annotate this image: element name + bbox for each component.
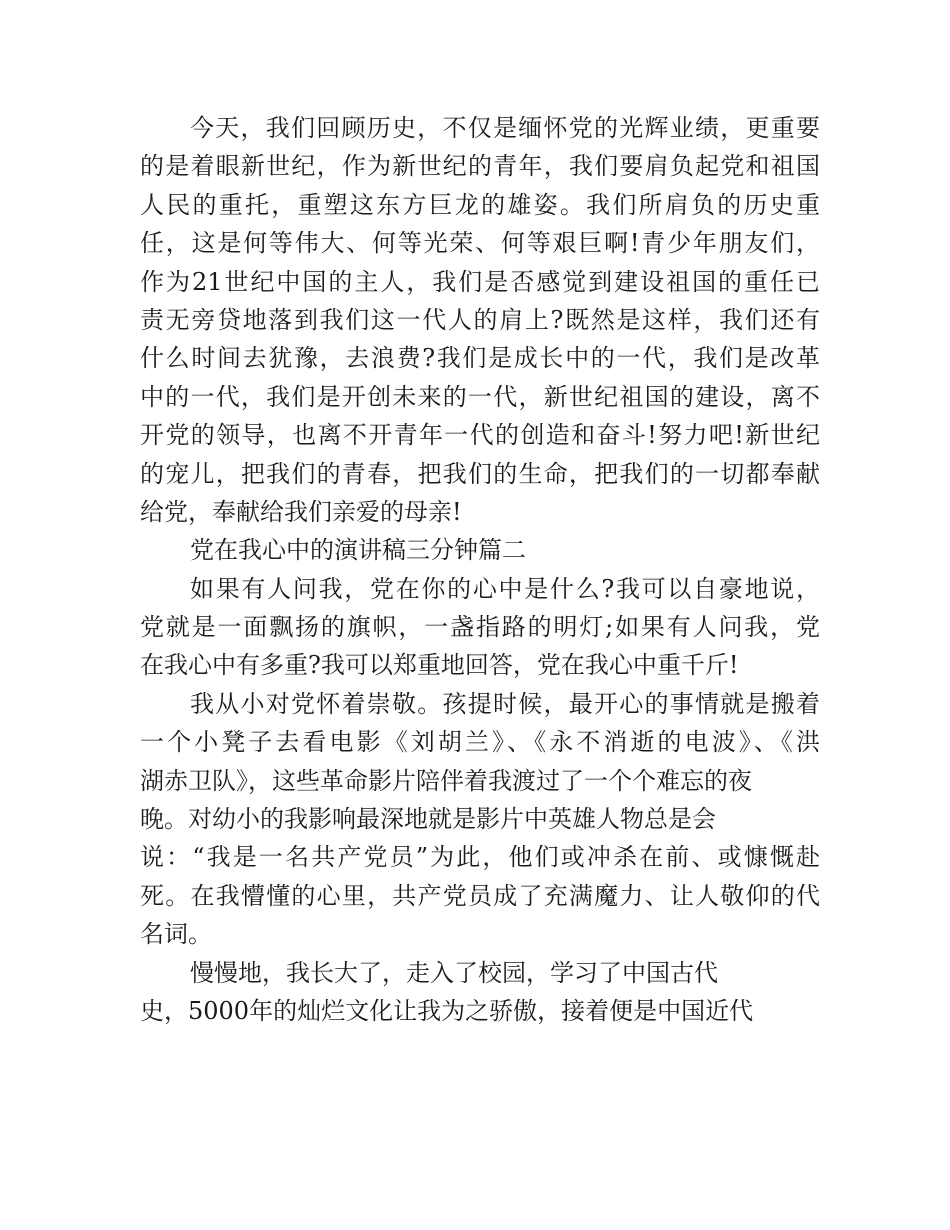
text-line: 我从小对党怀着崇敬。孩提时候，最开心的事情就是搬着 xyxy=(190,689,820,718)
text-line: 的宠儿，把我们的青春，把我们的生命，把我们的一切都奉献 xyxy=(140,459,820,488)
text-line: 如果有人问我，党在你的心中是什么?我可以自豪地说， xyxy=(190,574,820,603)
text-line: 中的一代，我们是开创未来的一代，新世纪祖国的建设，离不 xyxy=(140,382,820,411)
text-line: 在我心中有多重?我可以郑重地回答，党在我心中重千斤! xyxy=(140,651,739,680)
text-line: 什么时间去犹豫，去浪费?我们是成长中的一代，我们是改革 xyxy=(140,344,820,373)
text-line: 晚。对幼小的我影响最深地就是影片中英雄人物总是会 xyxy=(140,805,716,834)
text-line: 作为21世纪中国的主人，我们是否感觉到建设祖国的重任已 xyxy=(140,267,820,296)
text-line: 党在我心中的演讲稿三分钟篇二 xyxy=(190,536,526,565)
text-line: 史，5000年的灿烂文化让我为之骄傲，接着便是中国近代 xyxy=(140,996,754,1025)
document-body xyxy=(140,109,820,1030)
text-line: 慢慢地，我长大了，走入了校园，学习了中国古代 xyxy=(190,958,718,987)
text-line: 党就是一面飘扬的旗帜，一盏指路的明灯;如果有人问我，党 xyxy=(140,613,820,642)
text-line: 的是着眼新世纪，作为新世纪的青年，我们要肩负起党和祖国 xyxy=(140,152,820,181)
text-line: 责无旁贷地落到我们这一代人的肩上?既然是这样，我们还有 xyxy=(140,305,820,334)
text-line: 人民的重托，重塑这东方巨龙的雄姿。我们所肩负的历史重 xyxy=(140,190,820,219)
text-line: 今天，我们回顾历史，不仅是缅怀党的光辉业绩，更重要 xyxy=(190,114,820,142)
text-line: 一个小凳子去看电影《刘胡兰》、《永不消逝的电波》、《洪 xyxy=(140,728,820,757)
text-line: 任，这是何等伟大、何等光荣、何等艰巨啊!青少年朋友们， xyxy=(140,229,820,258)
text-line: 说：“我是一名共产党员”为此，他们或冲杀在前、或慷慨赴 xyxy=(140,843,820,872)
text-line: 湖赤卫队》，这些革命影片陪伴着我渡过了一个个难忘的夜 xyxy=(140,766,752,795)
text-line: 开党的领导，也离不开青年一代的创造和奋斗!努力吧!新世纪 xyxy=(140,421,820,450)
text-line: 死。在我懵懂的心里，共产党员成了充满魔力、让人敬仰的代 xyxy=(140,881,820,910)
text-line: 名词。 xyxy=(140,920,212,949)
text-line: 给党，奉献给我们亲爱的母亲! xyxy=(140,497,462,526)
